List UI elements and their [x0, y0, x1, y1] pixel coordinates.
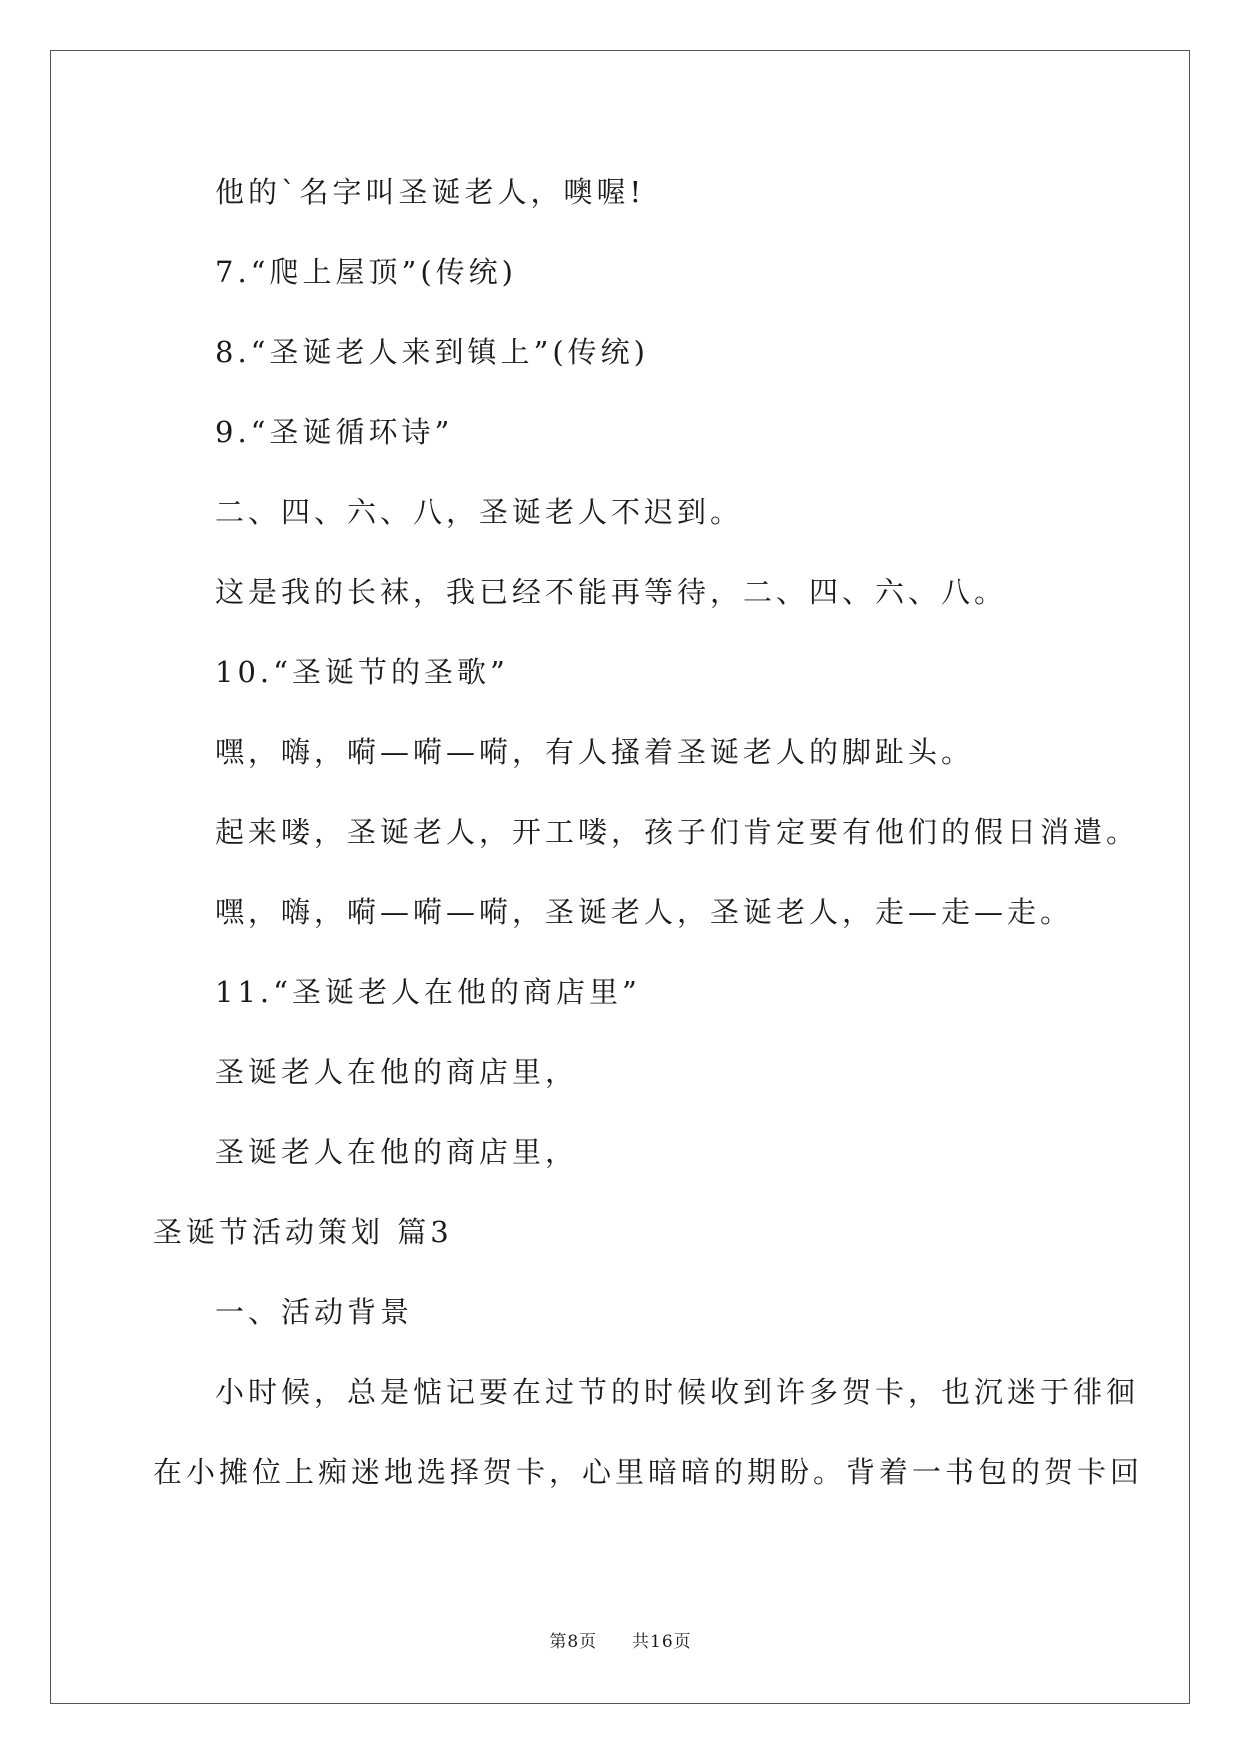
text-line: 10.“圣诞节的圣歌” [215, 655, 509, 689]
paragraph-line: 小时候，总是惦记要在过节的时候收到许多贺卡，也沉迷于徘徊 [215, 1375, 1140, 1409]
paragraph-line: 在小摊位上痴迷地选择贺卡，心里暗暗的期盼。背着一书包的贺卡回 [153, 1455, 1144, 1489]
text-line: 11.“圣诞老人在他的商店里” [215, 975, 641, 1009]
subsection-heading: 一、活动背景 [215, 1295, 414, 1329]
text-line: 9.“圣诞循环诗” [215, 415, 454, 449]
text-line: 8.“圣诞老人来到镇上”(传统) [215, 335, 649, 369]
text-line: 这是我的长袜，我已经不能再等待，二、四、六、八。 [215, 575, 1008, 609]
text-line: 嘿，嗨，嗬—嗬—嗬，圣诞老人，圣诞老人，走—走—走。 [215, 895, 1074, 929]
section-heading: 圣诞节活动策划 篇3 [153, 1215, 453, 1249]
text-line: 圣诞老人在他的商店里， [215, 1135, 579, 1169]
page-footer [0, 1627, 1241, 1652]
text-line: 圣诞老人在他的商店里， [215, 1055, 579, 1089]
text-line: 嘿，嗨，嗬—嗬—嗬，有人搔着圣诞老人的脚趾头。 [215, 735, 975, 769]
text-line: 二、四、六、八，圣诞老人不迟到。 [215, 495, 744, 529]
page-number: 第8页 [549, 1632, 598, 1652]
text-line: 7.“爬上屋顶”(传统) [215, 255, 517, 289]
text-line: 他的`名字叫圣诞老人，噢喔! [215, 175, 646, 209]
text-line: 起来喽，圣诞老人，开工喽，孩子们肯定要有他们的假日消遣。 [215, 815, 1140, 849]
page-total: 共16页 [632, 1632, 692, 1652]
